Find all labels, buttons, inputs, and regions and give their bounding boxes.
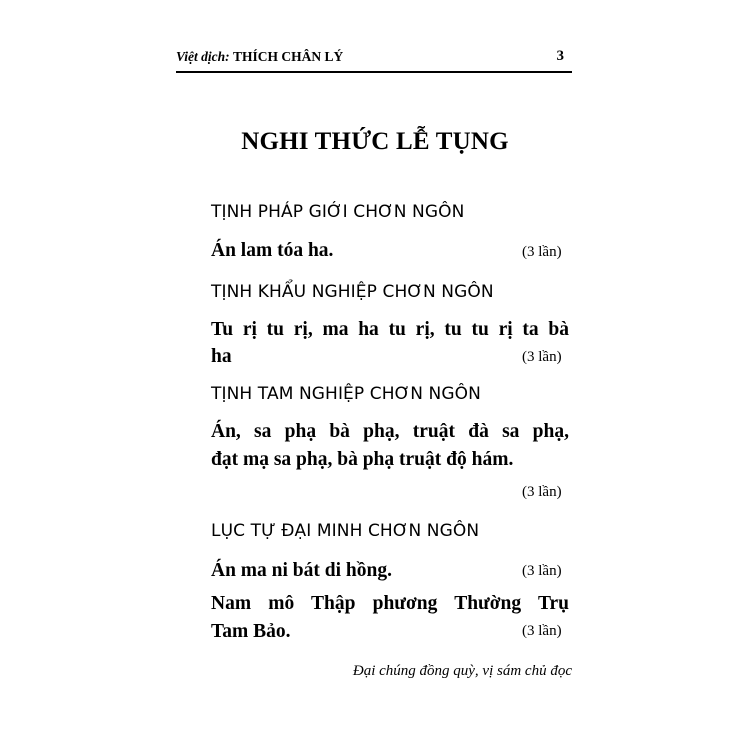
section-heading: TỊNH TAM NGHIỆP CHƠN NGÔN (211, 384, 481, 404)
mantra-line: đạt mạ sa phạ, bà phạ truật độ hám. (211, 449, 514, 470)
mantra-line: Án ma ni bát di hồng. (211, 560, 392, 581)
repeat-count: (3 lần) (522, 623, 562, 639)
section-heading: TỊNH KHẨU NGHIỆP CHƠN NGÔN (211, 282, 494, 302)
mantra-line: ha (211, 346, 232, 367)
closing-line: Tam Bảo. (211, 621, 291, 642)
instruction-footer: Đại chúng đồng quỳ, vị sám chủ đọc (352, 663, 572, 679)
mantra-line: Án, sa phạ bà phạ, truật đà sa phạ, (211, 421, 569, 442)
repeat-count: (3 lần) (522, 563, 562, 579)
page-title: NGHI THỨC LỄ TỤNG (241, 128, 509, 155)
page-number: 3 (556, 48, 564, 64)
section-heading: LỤC TỰ ĐẠI MINH CHƠN NGÔN (211, 521, 480, 541)
translator-name: THÍCH CHÂN LÝ (233, 49, 344, 64)
repeat-count: (3 lần) (522, 244, 562, 260)
closing-line: Nam mô Thập phương Thường Trụ (211, 593, 569, 614)
mantra-line: Án lam tóa ha. (211, 240, 334, 261)
repeat-count: (3 lần) (522, 349, 562, 365)
translator-label: Việt dịch: (176, 49, 230, 64)
section-heading: TỊNH PHÁP GIỚI CHƠN NGÔN (211, 202, 465, 222)
header-rule (176, 71, 572, 73)
mantra-line: Tu rị tu rị, ma ha tu rị, tu tu rị ta bà (211, 319, 569, 340)
header-translator (176, 49, 343, 65)
running-header (176, 49, 572, 69)
repeat-count: (3 lần) (522, 484, 562, 500)
